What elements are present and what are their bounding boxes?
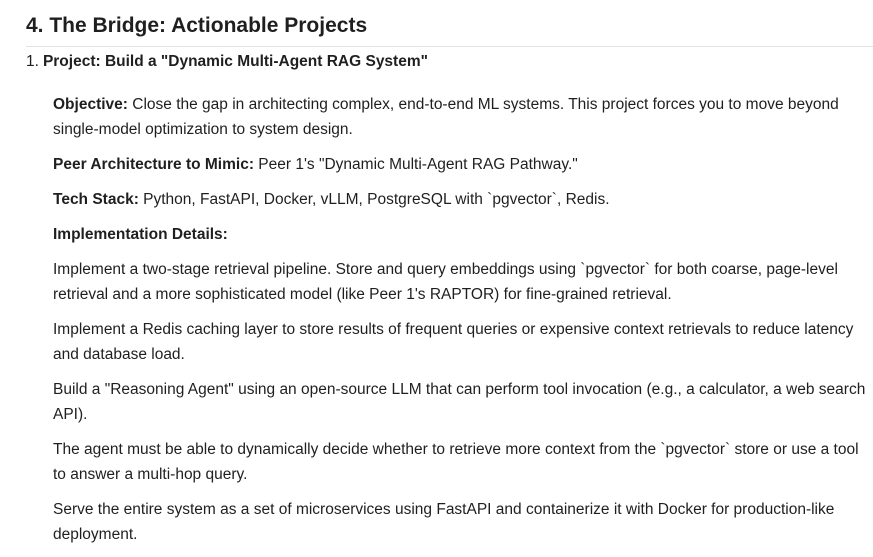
- peer-architecture-paragraph: [53, 152, 873, 177]
- objective-label: Objective:: [53, 96, 128, 113]
- detail-paragraph: Build a "Reasoning Agent" using an open-source LLM that can perform tool invocation (e.g., a calculator, a web search API).: [53, 381, 866, 423]
- detail-paragraph: The agent must be able to dynamically decide whether to retrieve more context from the `pgvector` store or use a tool to answer a multi-hop query.: [53, 441, 859, 483]
- peer-architecture-label: Peer Architecture to Mimic:: [53, 156, 254, 173]
- section-divider: [26, 46, 873, 47]
- project-list-item: [26, 51, 428, 73]
- implementation-heading: [53, 222, 873, 247]
- detail-paragraph: Implement a Redis caching layer to store results of frequent queries or expensive context retrievals to reduce latency and database load.: [53, 321, 854, 363]
- project-content: [53, 92, 873, 557]
- implementation-label: Implementation Details:: [53, 226, 228, 243]
- objective-paragraph: [53, 92, 873, 142]
- objective-text: Close the gap in architecting complex, end-to-end ML systems. This project forces you to move beyond single-model optimization to system design.: [53, 96, 839, 138]
- detail-paragraph: Serve the entire system as a set of microservices using FastAPI and containerize it with Docker for production-like deployment.: [53, 501, 835, 543]
- peer-architecture-text: Peer 1's "Dynamic Multi-Agent RAG Pathway.": [253, 156, 578, 173]
- tech-stack-text: Python, FastAPI, Docker, vLLM, PostgreSQL with `pgvector`, Redis.: [138, 191, 610, 208]
- project-heading: Project: Build a "Dynamic Multi-Agent RAG System": [42, 53, 428, 70]
- list-number: 1.: [26, 53, 39, 70]
- tech-stack-paragraph: [53, 187, 873, 212]
- detail-paragraph: Implement a two-stage retrieval pipeline. Store and query embeddings using `pgvector` for both coarse, page-level retrieval and a more sophisticated model (like Peer 1's RAPTOR) for fine-grained retrieval.: [53, 261, 838, 303]
- section-title: 4. The Bridge: Actionable Projects: [26, 14, 368, 37]
- tech-stack-label: Tech Stack:: [53, 191, 139, 208]
